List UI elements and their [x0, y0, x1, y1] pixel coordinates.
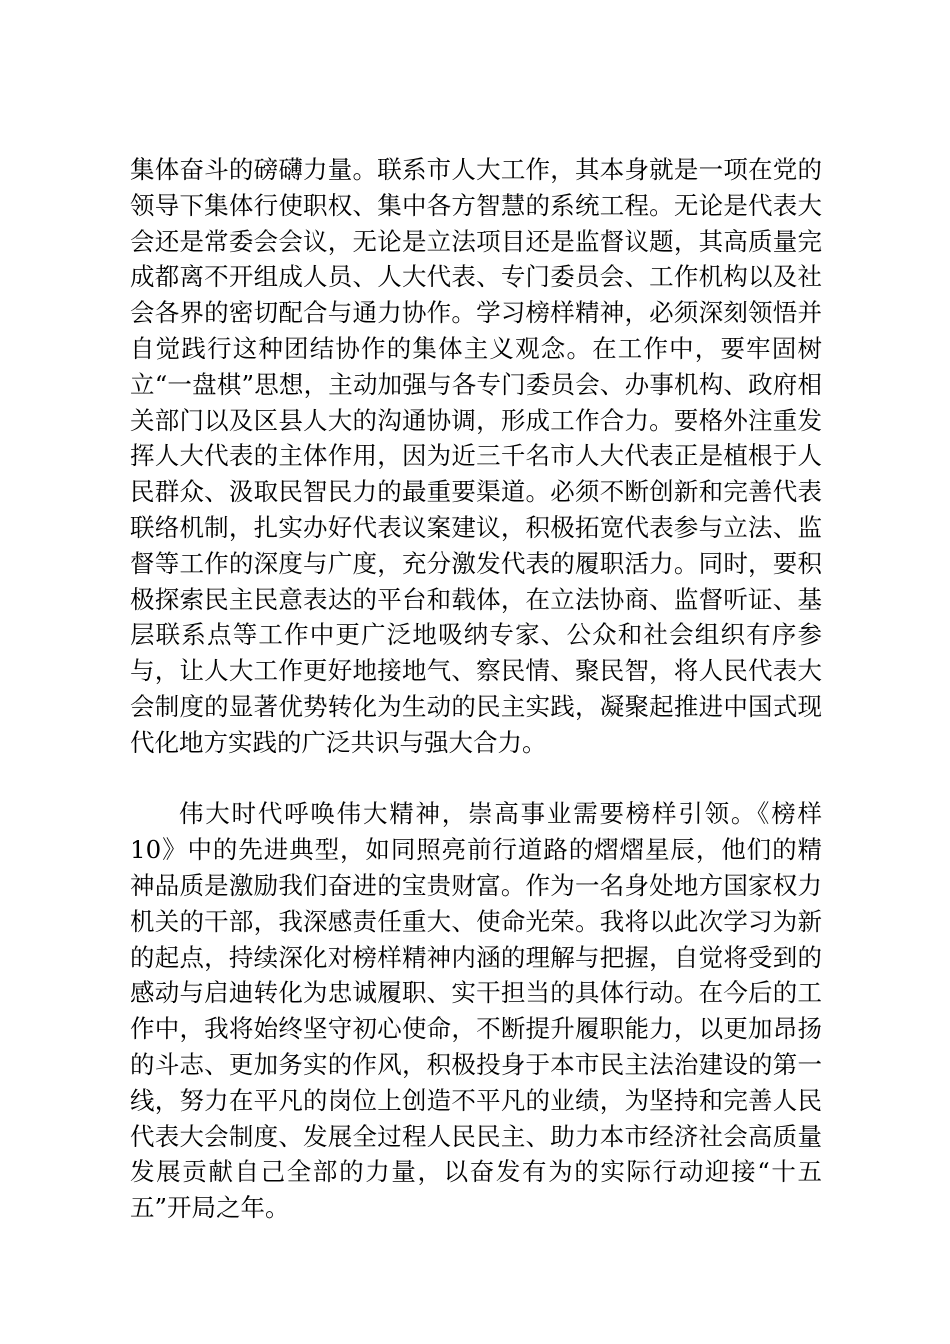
- paragraph-2: 伟大时代呼唤伟大精神，崇高事业需要榜样引领。《榜样10》中的先进典型，如同照亮前行道路的熠熠星辰，他们的精神品质是激励我们奋进的宝贵财富。作为一名身处地方国家权力机关的干部，我深感责任重大、使命光荣。我将以此次学习为新的起点，持续深化对榜样精神内涵的理解与把握，自觉将受到的感动与启迪转化为忠诚履职、实干担当的具体行动。在今后的工作中，我将始终坚守初心使命，不断提升履职能力，以更加昂扬的斗志、更加务实的作风，积极投身于本市民主法治建设的第一线，努力在平凡的岗位上创造不平凡的业绩，为坚持和完善人民代表大会制度、发展全过程人民民主、助力本市经济社会高质量发展贡献自己全部的力量，以奋发有为的实际行动迎接“十五五”开局之年。: [130, 799, 822, 1223]
- paragraph-1: 集体奋斗的磅礴力量。联系市人大工作，其本身就是一项在党的领导下集体行使职权、集中各方智慧的系统工程。无论是代表大会还是常委会会议，无论是立法项目还是监督议题，其高质量完成都离不开组成人员、人大代表、专门委员会、工作机构以及社会各界的密切配合与通力协作。学习榜样精神，必须深刻领悟并自觉践行这种团结协作的集体主义观念。在工作中，要牢固树立“一盘棋”思想，主动加强与各专门委员会、办事机构、政府相关部门以及区县人大的沟通协调，形成工作合力。要格外注重发挥人大代表的主体作用，因为近三千名市人大代表正是植根于人民群众、汲取民智民力的最重要渠道。必须不断创新和完善代表联络机制，扎实办好代表议案建议，积极拓宽代表参与立法、监督等工作的深度与广度，充分激发代表的履职活力。同时，要积极探索民主民意表达的平台和载体，在立法协商、监督听证、基层联系点等工作中更广泛地吸纳专家、公众和社会组织有序参与，让人大工作更好地接地气、察民情、聚民智，将人民代表大会制度的显著优势转化为生动的民主实践，凝聚起推进中国式现代化地方实践的广泛共识与强大合力。: [130, 155, 822, 757]
- document-body: [130, 152, 822, 1226]
